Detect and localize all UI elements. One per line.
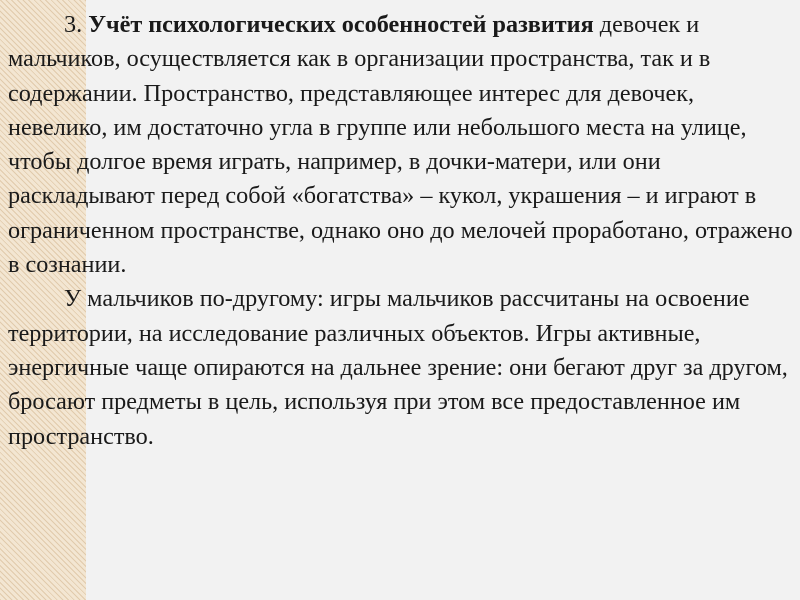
section-heading: Учёт психологических особенностей развития [88, 11, 594, 38]
paragraph-girls [8, 8, 794, 282]
paragraph-boys-text: У мальчиков по-другому: игры мальчиков рассчитаны на освоение территории, на исследование различных объектов. Игры активные, энергичные чаще опираются на дальнее зрение: они бегают друг за другом, бросают предметы в цель, используя при этом все предоставленное им пространство. [8, 285, 788, 450]
section-number: 3. [64, 11, 83, 38]
slide-text-body [8, 8, 794, 454]
paragraph-boys [8, 282, 794, 453]
paragraph-girls-text: девочек и мальчиков, осуществляется как в организации пространства, так и в содержании. Пространство, представляющее интерес для девочек, невелико, им достаточно угла в группе или небольшого места на улице, чтобы долгое время играть, например, в дочки-матери, или они раскладывают перед собой «богатства» – кукол, украшения – и играют в ограниченном пространстве, однако оно до мелочей проработано, отражено в сознании. [8, 11, 793, 279]
